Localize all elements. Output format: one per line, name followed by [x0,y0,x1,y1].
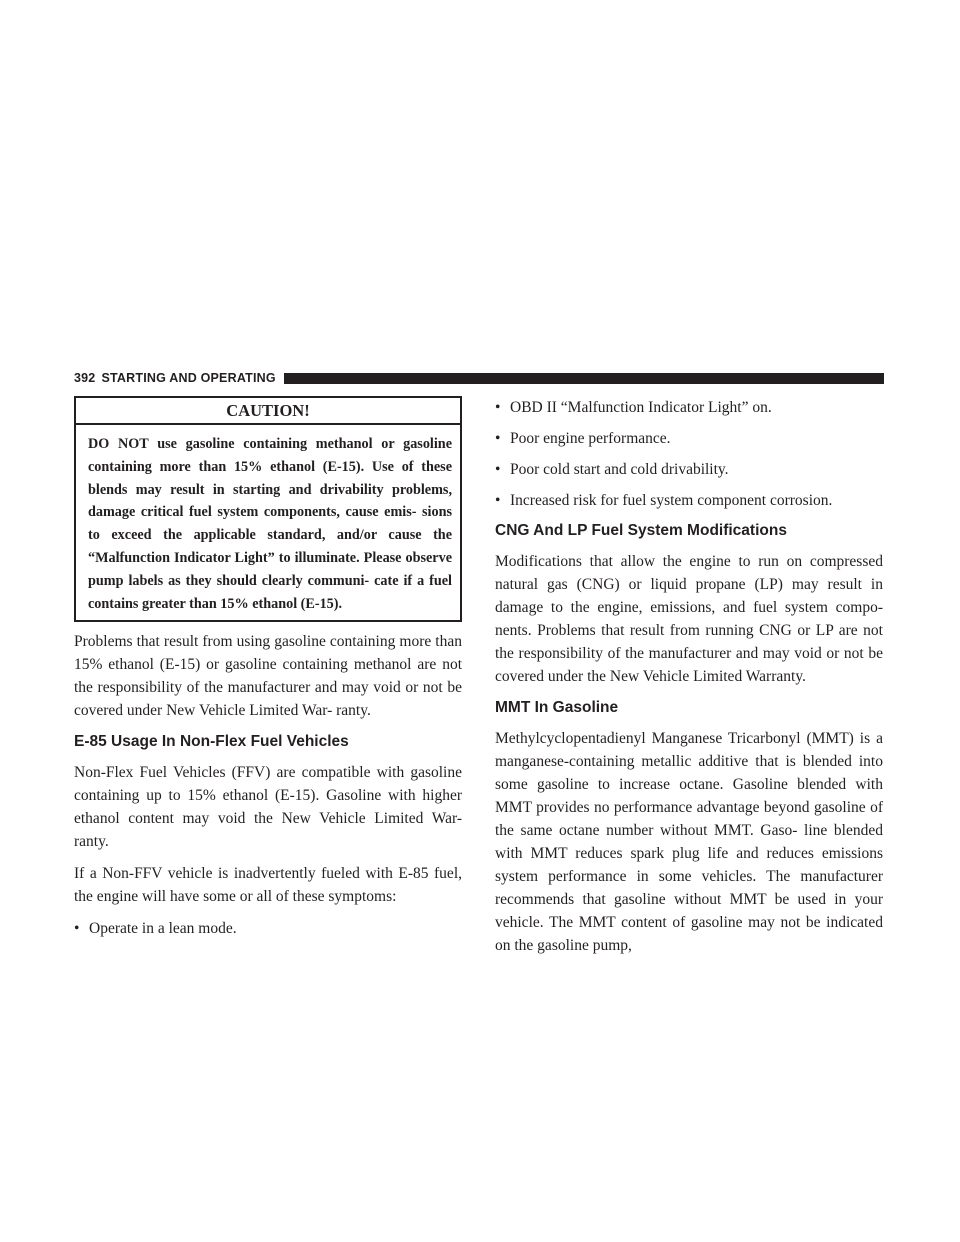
section-title: STARTING AND OPERATING [101,371,276,385]
list-item-text: Operate in a lean mode. [89,920,237,938]
page-number: 392 [74,371,96,385]
list-item [495,396,883,419]
header-rule [284,373,884,384]
list-item [74,917,462,940]
right-column [495,396,883,966]
bullet-glyph: • [495,399,501,416]
list-item-text: Increased risk for fuel system component corrosion. [510,492,833,509]
paragraph-symptoms-intro: If a Non-FFV vehicle is inadvertently fueled with E-85 fuel, the engine will have some or all of these symptoms: [74,865,462,906]
caution-title: CAUTION! [76,398,460,425]
list-item [495,427,883,450]
heading-mmt: MMT In Gasoline [495,699,619,716]
paragraph-problems: Problems that result from using gasoline containing more than 15% ethanol (E-15) or gasoline containing methanol are not the responsibility of the manufacturer and may void or not be covered under New Vehicle Limited War- ranty. [74,633,462,720]
paragraph-mmt: Methylcyclopentadienyl Manganese Tricarbonyl (MMT) is a manganese-containing metallic additive that is blended into some gasoline to increase octane. Gasoline blended with MMT provides no performance advantage beyond gasoline of the same octane number without MMT. Gaso- line blended with MMT reduces spark plug life and reduces emissions system performance in some vehicles. The manufacturer recommends that gasoline without MMT be used in your vehicle. The MMT content of gasoline may not be indicated on the gasoline pump, [495,730,883,954]
list-item-text: OBD II “Malfunction Indicator Light” on. [510,399,772,416]
paragraph-cng-lp: Modifications that allow the engine to run on compressed natural gas (CNG) or liquid propane (LP) may result in damage to the engine, emissions, and fuel system compo- nents. Problems that result from running CNG or LP are not the responsibility of the manufacturer and may void or not be covered under the New Vehicle Limited Warranty. [495,553,883,685]
heading-cng-lp: CNG And LP Fuel System Modifications [495,522,787,539]
bullet-glyph: • [495,430,501,447]
list-item-text: Poor engine performance. [510,430,671,447]
bullet-glyph: • [495,492,501,509]
heading-e85-usage: E-85 Usage In Non-Flex Fuel Vehicles [74,733,349,751]
left-column [74,396,462,948]
list-item [495,458,883,481]
list-item-text: Poor cold start and cold drivability. [510,461,729,478]
page-header [74,370,884,386]
symptom-list-left [74,917,462,940]
list-item [495,489,883,512]
paragraph-non-ffv-compat: Non-Flex Fuel Vehicles (FFV) are compatible with gasoline containing up to 15% ethanol (E-15). Gasoline with higher ethanol content may void the New Vehicle Limited War- ranty. [74,764,462,851]
bullet-glyph: • [74,920,80,938]
symptom-list-right [495,396,883,512]
caution-text: DO NOT use gasoline containing methanol or gasoline containing more than 15% ethanol (E-15). Use of these blends may result in starting and drivability problems, damage critical fuel system components, cause emis- sions to exceed the applicable standard, and/or cause the “Malfunction Indicator Light” to illuminate. Please observe pump labels as they should clearly communi- cate if a fuel contains greater than 15% ethanol (E-15). [88,436,452,612]
caution-box [74,396,462,622]
bullet-glyph: • [495,461,501,478]
